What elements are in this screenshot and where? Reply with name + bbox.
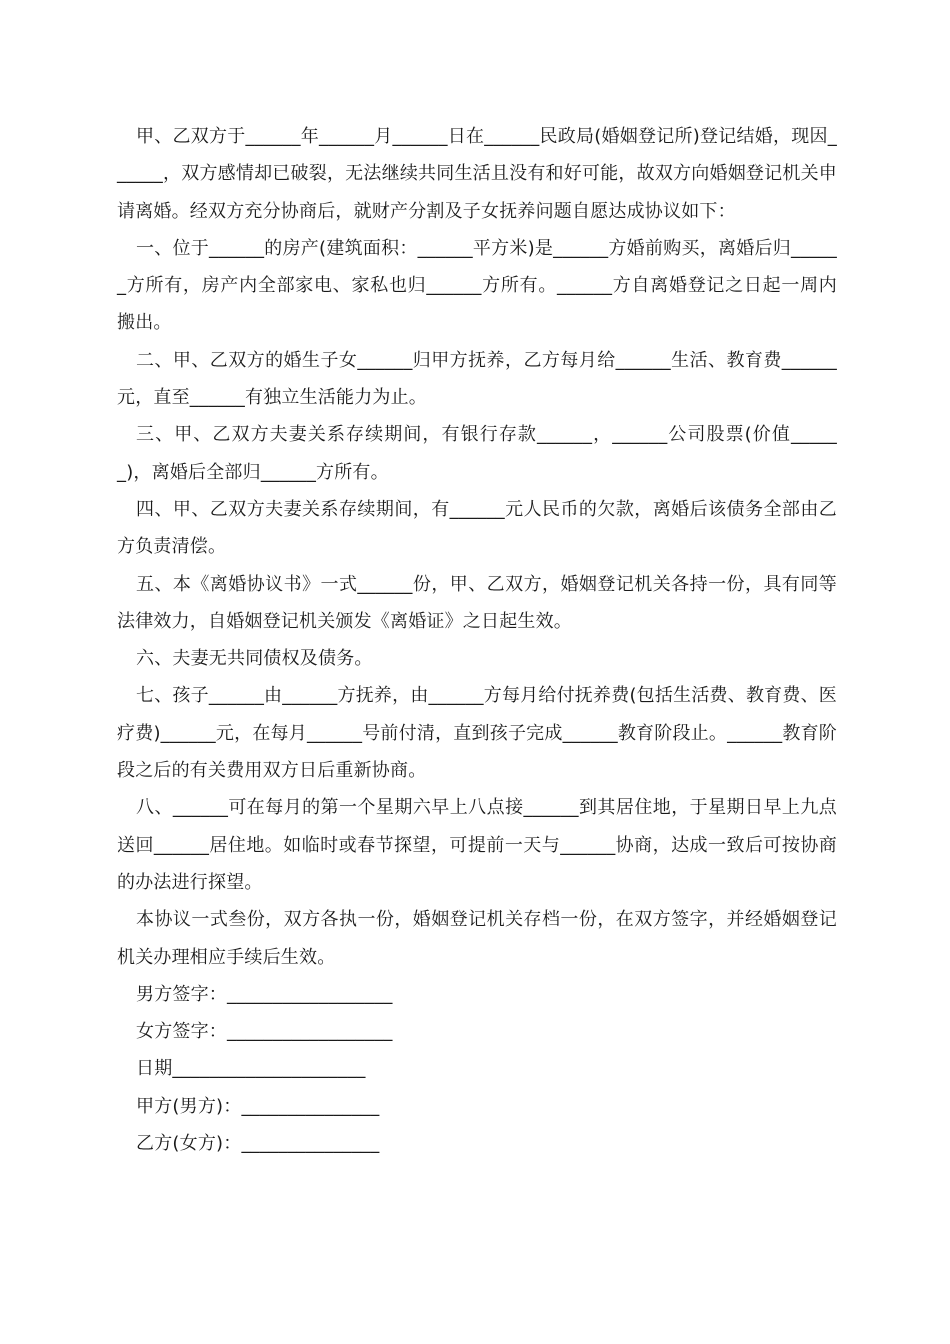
clause-4-debt: 四、甲、乙双方夫妻关系存续期间，有______元人民币的欠款，离婚后该债务全部由乙方负责清偿。 <box>117 498 837 558</box>
female-signature-line: 女方签字：__________________ <box>136 1021 393 1043</box>
party-a-line: 甲方(男方)：_______________ <box>136 1095 380 1117</box>
clause-5-copies: 五、本《离婚协议书》一式______份，甲、乙双方，婚姻登记机关各持一份，具有同等法律效力，自婚姻登记机关颁发《离婚证》之日起生效。 <box>117 573 837 632</box>
intro-paragraph: 甲、乙双方于______年______月______日在______民政局(婚姻登记所)登记结婚，现因______，双方感情却已破裂，无法继续共同生活且没有和好可能，故双方向婚姻登记机关申请离婚。经双方充分协商后，就财产分割及子女抚养问题自愿达成协议如下： <box>117 126 837 222</box>
clause-1-property: 一、位于______的房产(建筑面积：______平方米)是______方婚前购买，离婚后归______方所有，房产内全部家电、家私也归______方所有。______方自离婚登记之日起一周内搬出。 <box>117 237 837 334</box>
clause-8-visitation: 八、______可在每月的第一个星期六早上八点接______到其居住地，于星期日早上九点送回______居住地。如临时或春节探望，可提前一天与______协商，达成一致后可按协商的办法进行探望。 <box>117 797 837 893</box>
party-b-line: 乙方(女方)：_______________ <box>136 1133 380 1155</box>
clause-7-custody: 七、孩子______由______方抚养，由______方每月给付抚养费(包括生活费、教育费、医疗费)______元，在每月______号前付清，直到孩子完成______教育阶段止。______教育阶段之后的有关费用双方日后重新协商。 <box>117 685 837 782</box>
male-signature-line: 男方签字：__________________ <box>136 983 393 1005</box>
agreement-document <box>117 118 837 1162</box>
closing-paragraph: 本协议一式叁份，双方各执一份，婚姻登记机关存档一份，在双方签字，并经婚姻登记机关办理相应手续后生效。 <box>117 909 837 968</box>
date-line: 日期_____________________ <box>136 1058 366 1080</box>
clause-6-no-shared-debt: 六、夫妻无共同债权及债务。 <box>136 648 373 670</box>
clause-3-savings-stocks: 三、甲、乙双方夫妻关系存续期间，有银行存款______，______公司股票(价值______)，离婚后全部归______方所有。 <box>117 424 837 483</box>
clause-2-child-support: 二、甲、乙双方的婚生子女______归甲方抚养，乙方每月给______生活、教育费______元，直至______有独立生活能力为止。 <box>117 349 837 409</box>
